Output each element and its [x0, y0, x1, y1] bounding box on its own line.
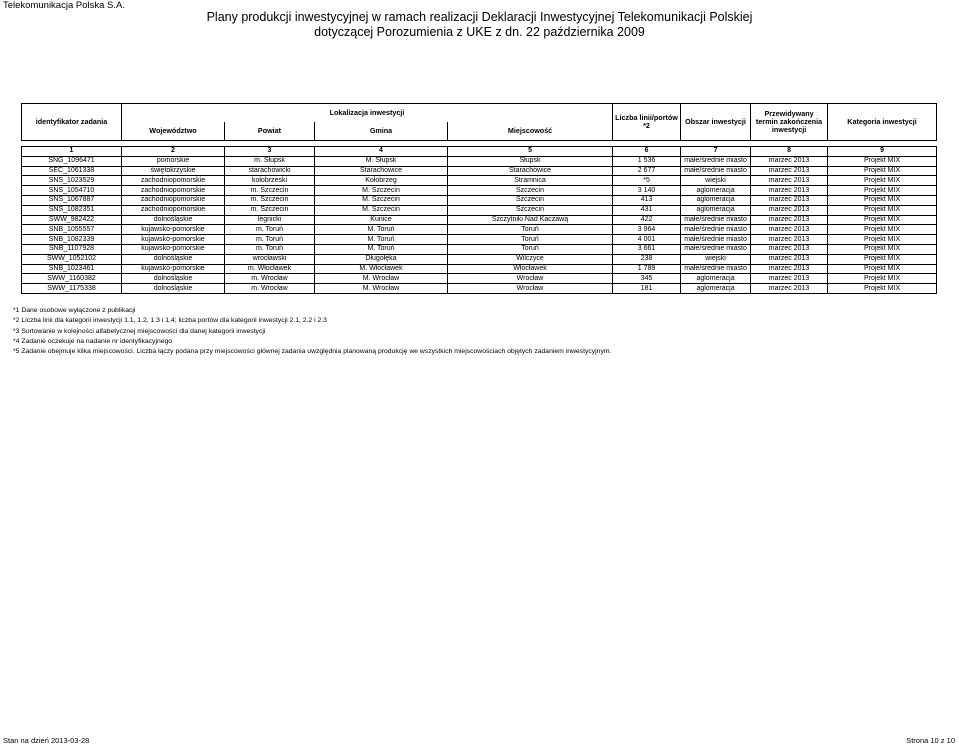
cell-category: Projekt MIX: [828, 156, 937, 166]
cell-commune: Starachowice: [315, 166, 448, 176]
table-row: [22, 215, 937, 225]
cell-commune: Kunice: [315, 215, 448, 225]
cell-completion: marzec 2013: [751, 264, 828, 274]
cell-category: Projekt MIX: [828, 176, 937, 186]
report-date: Stan na dzień 2013-03-28: [3, 736, 90, 745]
page-title: [0, 10, 959, 40]
cell-locality: Wrocław: [448, 274, 613, 284]
cell-county: m. Wrocław: [225, 274, 315, 284]
cell-id: SNS_1082351: [22, 205, 122, 215]
cell-voivodeship: zachodniopomorskie: [122, 176, 225, 186]
cell-voivodeship: kujawsko-pomorskie: [122, 264, 225, 274]
cell-id: SWW_1175338: [22, 284, 122, 294]
cell-area: wiejski: [681, 254, 751, 264]
cell-commune: M. Toruń: [315, 235, 448, 245]
cell-voivodeship: kujawsko-pomorskie: [122, 235, 225, 245]
cell-county: m. Słupsk: [225, 156, 315, 166]
cell-category: Projekt MIX: [828, 264, 937, 274]
column-number: 4: [315, 147, 448, 157]
cell-county: kołobrzeski: [225, 176, 315, 186]
cell-lines: 238: [613, 254, 681, 264]
cell-area: małe/średnie miasto: [681, 244, 751, 254]
cell-category: Projekt MIX: [828, 215, 937, 225]
column-number: 9: [828, 147, 937, 157]
cell-voivodeship: zachodniopomorskie: [122, 186, 225, 196]
cell-locality: Szczecin: [448, 195, 613, 205]
cell-id: SNS_1054710: [22, 186, 122, 196]
footnote: *3 Sortowanie w kolejności alfabetycznej miejscowości dla danej kategorii inwestycji: [13, 327, 266, 335]
column-numbers-row: [22, 147, 937, 157]
cell-id: SNG_1096471: [22, 156, 122, 166]
cell-lines: 345: [613, 274, 681, 284]
table-row: [22, 156, 937, 166]
cell-area: małe/średnie miasto: [681, 264, 751, 274]
cell-voivodeship: dolnośląskie: [122, 254, 225, 264]
cell-voivodeship: zachodniopomorskie: [122, 205, 225, 215]
table-row: [22, 205, 937, 215]
cell-locality: Wrocław: [448, 284, 613, 294]
cell-completion: marzec 2013: [751, 186, 828, 196]
cell-locality: Szczecin: [448, 186, 613, 196]
cell-voivodeship: dolnośląskie: [122, 274, 225, 284]
cell-area: aglomeracja: [681, 274, 751, 284]
cell-id: SNB_1023461: [22, 264, 122, 274]
cell-county: m. Szczecin: [225, 195, 315, 205]
table-row: [22, 284, 937, 294]
cell-commune: Długołęka: [315, 254, 448, 264]
table-row: [22, 244, 937, 254]
company-name: Telekomunikacja Polska S.A.: [3, 0, 125, 11]
header-completion: Przewidywany termin zakończenia inwestycji: [751, 104, 828, 141]
cell-completion: marzec 2013: [751, 166, 828, 176]
cell-area: małe/średnie miasto: [681, 156, 751, 166]
footnote: *5 Zadanie obejmuje kilka miejscowości. Liczba łączy podana przy miejscowości głównej zadania uwzględnia planowaną produkcję we wszystkich miejscowościach objętych zadaniem inwestycyjnym.: [13, 348, 612, 356]
cell-category: Projekt MIX: [828, 166, 937, 176]
title-line-1: Plany produkcji inwestycyjnej w ramach realizacji Deklaracji Inwestycyjnej Telekomunikacji Polskiej: [206, 10, 753, 24]
column-number: 1: [22, 147, 122, 157]
cell-category: Projekt MIX: [828, 244, 937, 254]
cell-category: Projekt MIX: [828, 186, 937, 196]
cell-locality: Toruń: [448, 225, 613, 235]
cell-lines: *5: [613, 176, 681, 186]
cell-area: aglomeracja: [681, 195, 751, 205]
cell-commune: M. Słupsk: [315, 156, 448, 166]
cell-completion: marzec 2013: [751, 176, 828, 186]
cell-locality: Toruń: [448, 244, 613, 254]
cell-area: aglomeracja: [681, 205, 751, 215]
table-row: [22, 264, 937, 274]
table-row: [22, 274, 937, 284]
cell-area: małe/średnie miasto: [681, 235, 751, 245]
cell-category: Projekt MIX: [828, 205, 937, 215]
cell-voivodeship: świętokrzyskie: [122, 166, 225, 176]
column-number: 8: [751, 147, 828, 157]
cell-area: małe/średnie miasto: [681, 166, 751, 176]
cell-completion: marzec 2013: [751, 215, 828, 225]
cell-commune: M. Toruń: [315, 244, 448, 254]
cell-voivodeship: kujawsko-pomorskie: [122, 225, 225, 235]
cell-lines: 2 677: [613, 166, 681, 176]
cell-locality: Włocławek: [448, 264, 613, 274]
cell-completion: marzec 2013: [751, 156, 828, 166]
column-number: 2: [122, 147, 225, 157]
cell-county: m. Toruń: [225, 244, 315, 254]
column-number: 7: [681, 147, 751, 157]
cell-lines: 413: [613, 195, 681, 205]
cell-category: Projekt MIX: [828, 195, 937, 205]
cell-county: m. Toruń: [225, 235, 315, 245]
cell-lines: 3 661: [613, 244, 681, 254]
table-row: [22, 235, 937, 245]
table-row: [22, 166, 937, 176]
cell-county: m. Włocławek: [225, 264, 315, 274]
cell-area: aglomeracja: [681, 284, 751, 294]
cell-locality: Stramnica: [448, 176, 613, 186]
table-row: [22, 176, 937, 186]
cell-completion: marzec 2013: [751, 254, 828, 264]
cell-county: m. Szczecin: [225, 186, 315, 196]
cell-locality: Szczecin: [448, 205, 613, 215]
cell-voivodeship: dolnośląskie: [122, 215, 225, 225]
cell-id: SWW_1052102: [22, 254, 122, 264]
cell-voivodeship: zachodniopomorskie: [122, 195, 225, 205]
cell-lines: 3 140: [613, 186, 681, 196]
cell-id: SNB_1082339: [22, 235, 122, 245]
header-voivodeship: Województwo: [122, 122, 225, 141]
cell-completion: marzec 2013: [751, 274, 828, 284]
cell-county: wrocławski: [225, 254, 315, 264]
footnote: *1 Dane osobowe wyłączone z publikacji: [13, 307, 136, 314]
column-number: 6: [613, 147, 681, 157]
cell-lines: 431: [613, 205, 681, 215]
table-row: [22, 195, 937, 205]
cell-category: Projekt MIX: [828, 225, 937, 235]
cell-county: starachowicki: [225, 166, 315, 176]
cell-commune: M. Szczecin: [315, 205, 448, 215]
page-number: Strona 10 z 10: [906, 736, 955, 745]
cell-area: wiejski: [681, 176, 751, 186]
cell-completion: marzec 2013: [751, 225, 828, 235]
cell-id: SNS_1067887: [22, 195, 122, 205]
cell-lines: 422: [613, 215, 681, 225]
cell-commune: M. Wrocław: [315, 274, 448, 284]
cell-completion: marzec 2013: [751, 235, 828, 245]
cell-lines: 3 964: [613, 225, 681, 235]
cell-id: SWW_982422: [22, 215, 122, 225]
table-row: [22, 254, 937, 264]
cell-id: SEC_1061338: [22, 166, 122, 176]
header-locality: Miejscowość: [448, 122, 613, 141]
cell-lines: 4 001: [613, 235, 681, 245]
cell-voivodeship: pomorskie: [122, 156, 225, 166]
column-number: 3: [225, 147, 315, 157]
cell-lines: 181: [613, 284, 681, 294]
header-area: Obszar inwestycji: [681, 104, 751, 141]
cell-locality: Wilczyce: [448, 254, 613, 264]
cell-id: SNB_1107928: [22, 244, 122, 254]
cell-area: małe/średnie miasto: [681, 225, 751, 235]
footnote: *2 Liczba linii dla kategorii inwestycji 1.1, 1.2, 1.3 i 1.4; liczba portów dla kategorii inwestycji 2.1, 2.2 i 2.3: [13, 317, 327, 325]
cell-county: m. Szczecin: [225, 205, 315, 215]
cell-commune: M. Włocławek: [315, 264, 448, 274]
cell-county: m. Wrocław: [225, 284, 315, 294]
cell-commune: M. Szczecin: [315, 195, 448, 205]
cell-area: aglomeracja: [681, 186, 751, 196]
cell-id: SNB_1055557: [22, 225, 122, 235]
cell-category: Projekt MIX: [828, 235, 937, 245]
title-line-2: dotyczącej Porozumienia z UKE z dn. 22 października 2009: [314, 25, 645, 39]
cell-lines: 1 536: [613, 156, 681, 166]
header-location-group: Lokalizacja inwestycji: [122, 104, 613, 123]
cell-commune: Kołobrzeg: [315, 176, 448, 186]
cell-voivodeship: kujawsko-pomorskie: [122, 244, 225, 254]
header-id: identyfikator zadania: [22, 104, 122, 141]
cell-county: legnicki: [225, 215, 315, 225]
table-row: [22, 186, 937, 196]
cell-locality: Słupsk: [448, 156, 613, 166]
cell-completion: marzec 2013: [751, 195, 828, 205]
cell-locality: Starachowice: [448, 166, 613, 176]
cell-category: Projekt MIX: [828, 274, 937, 284]
cell-id: SWW_1160382: [22, 274, 122, 284]
cell-county: m. Toruń: [225, 225, 315, 235]
cell-completion: marzec 2013: [751, 205, 828, 215]
header-commune: Gmina: [315, 122, 448, 141]
header-lines: Liczba linii/portów *2: [613, 104, 681, 141]
cell-commune: M. Toruń: [315, 225, 448, 235]
cell-locality: Toruń: [448, 235, 613, 245]
cell-locality: Szczytniki Nad Kaczawą: [448, 215, 613, 225]
cell-completion: marzec 2013: [751, 284, 828, 294]
footnote: *4 Zadanie oczekuje na nadanie nr identyfikacyjnego: [13, 337, 173, 345]
cell-category: Projekt MIX: [828, 284, 937, 294]
cell-voivodeship: dolnośląskie: [122, 284, 225, 294]
footnotes: [13, 306, 611, 357]
cell-area: małe/średnie miasto: [681, 215, 751, 225]
cell-lines: 1 789: [613, 264, 681, 274]
investments-table: [21, 103, 937, 294]
cell-commune: M. Wrocław: [315, 284, 448, 294]
column-number: 5: [448, 147, 613, 157]
cell-completion: marzec 2013: [751, 244, 828, 254]
header-category: Kategoria inwestycji: [828, 104, 937, 141]
cell-category: Projekt MIX: [828, 254, 937, 264]
cell-commune: M. Szczecin: [315, 186, 448, 196]
cell-id: SNS_1023529: [22, 176, 122, 186]
table-row: [22, 225, 937, 235]
header-county: Powiat: [225, 122, 315, 141]
